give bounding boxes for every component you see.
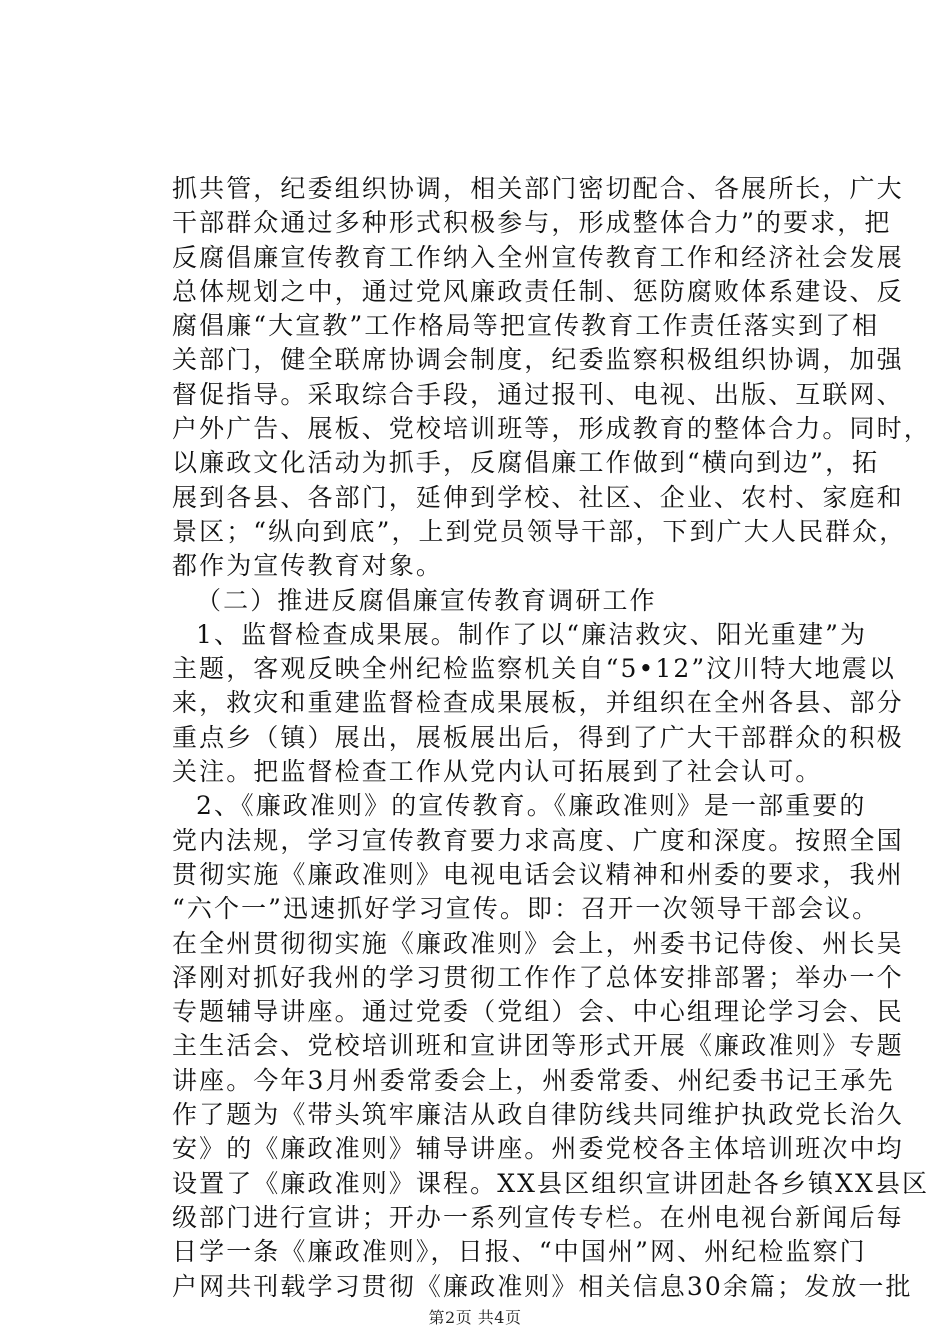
text-line: 反腐倡廉宣传教育工作纳入全州宣传教育工作和经济社会发展 (172, 242, 904, 272)
text-line: 讲座。今年3月州委常委会上，州委常委、州纪委书记王承先 (172, 1065, 895, 1095)
text-line: “六个一”迅速抓好学习宣传。即：召开一次领导干部会议。 (172, 894, 880, 924)
text-line: 总体规划之中，通过党风廉政责任制、惩防腐败体系建设、反 (172, 276, 904, 306)
text-line: 督促指导。采取综合手段，通过报刊、电视、出版、互联网、 (172, 379, 904, 409)
text-line: 1、监督检查成果展。制作了以“廉洁救灾、阳光重建”为 (196, 619, 868, 649)
text-line: 安》的《廉政准则》辅导讲座。州委党校各主体培训班次中均 (172, 1134, 904, 1164)
text-line: 设置了《廉政准则》课程。XX县区组织宣讲团赴各乡镇XX县区 (172, 1168, 930, 1198)
text-line: 级部门进行宣讲；开办一系列宣传专栏。在州电视台新闻后每 (172, 1202, 904, 1232)
text-line: 户外广告、展板、党校培训班等，形成教育的整体合力。同时， (172, 414, 931, 444)
text-line: 景区；“纵向到底”，上到党员领导干部，下到广大人民群众， (172, 516, 907, 546)
text-line: 党内法规，学习宣传教育要力求高度、广度和深度。按照全国 (172, 825, 904, 855)
text-line: 专题辅导讲座。通过党委（党组）会、中心组理论学习会、民 (172, 997, 904, 1027)
text-line: 来，救灾和重建监督检查成果展板，并组织在全州各县、部分 (172, 688, 904, 718)
text-line: 主生活会、党校培训班和宣讲团等形式开展《廉政准则》专题 (172, 1031, 904, 1061)
section-heading: （二）推进反腐倡廉宣传教育调研工作 (196, 585, 657, 615)
text-line: 腐倡廉“大宣教”工作格局等把宣传教育工作责任落实到了相 (172, 311, 880, 341)
text-line: 关部门，健全联席协调会制度，纪委监察积极组织协调，加强 (172, 345, 904, 375)
text-line: 展到各县、各部门，延伸到学校、社区、企业、农村、家庭和 (172, 482, 904, 512)
text-line: 以廉政文化活动为抓手，反腐倡廉工作做到“横向到边”，拓 (172, 448, 880, 478)
text-line: 主题，客观反映全州纪检监察机关自“5•12”汶川特大地震以 (172, 654, 896, 684)
page-number-footer: 第2页 共4页 (428, 1308, 522, 1327)
text-line: 在全州贯彻彻实施《廉政准则》会上，州委书记侍俊、州长吴 (172, 928, 904, 958)
text-line: 关注。把监督检查工作从党内认可拓展到了社会认可。 (172, 757, 823, 787)
text-line: 2、《廉政准则》的宣传教育。《廉政准则》是一部重要的 (196, 791, 867, 821)
text-line: 重点乡（镇）展出，展板展出后，得到了广大干部群众的积极 (172, 722, 904, 752)
text-line: 抓共管，纪委组织协调，相关部门密切配合、各展所长，广大 (172, 174, 904, 203)
text-line: 干部群众通过多种形式积极参与，形成整体合力”的要求，把 (172, 208, 892, 238)
text-line: 泽刚对抓好我州的学习贯彻工作作了总体安排部署；举办一个 (172, 962, 904, 992)
text-line: 贯彻实施《廉政准则》电视电话会议精神和州委的要求，我州 (172, 859, 904, 889)
text-line: 户网共刊载学习贯彻《廉政准则》相关信息30余篇；发放一批 (172, 1271, 913, 1301)
text-line: 日学一条《廉政准则》，日报、“中国州”网、州纪检监察门 (172, 1237, 867, 1267)
document-body (172, 172, 931, 1304)
text-line: 都作为宣传教育对象。 (172, 551, 444, 581)
text-line: 作了题为《带头筑牢廉洁从政自律防线共同维护执政党长治久 (172, 1100, 904, 1130)
